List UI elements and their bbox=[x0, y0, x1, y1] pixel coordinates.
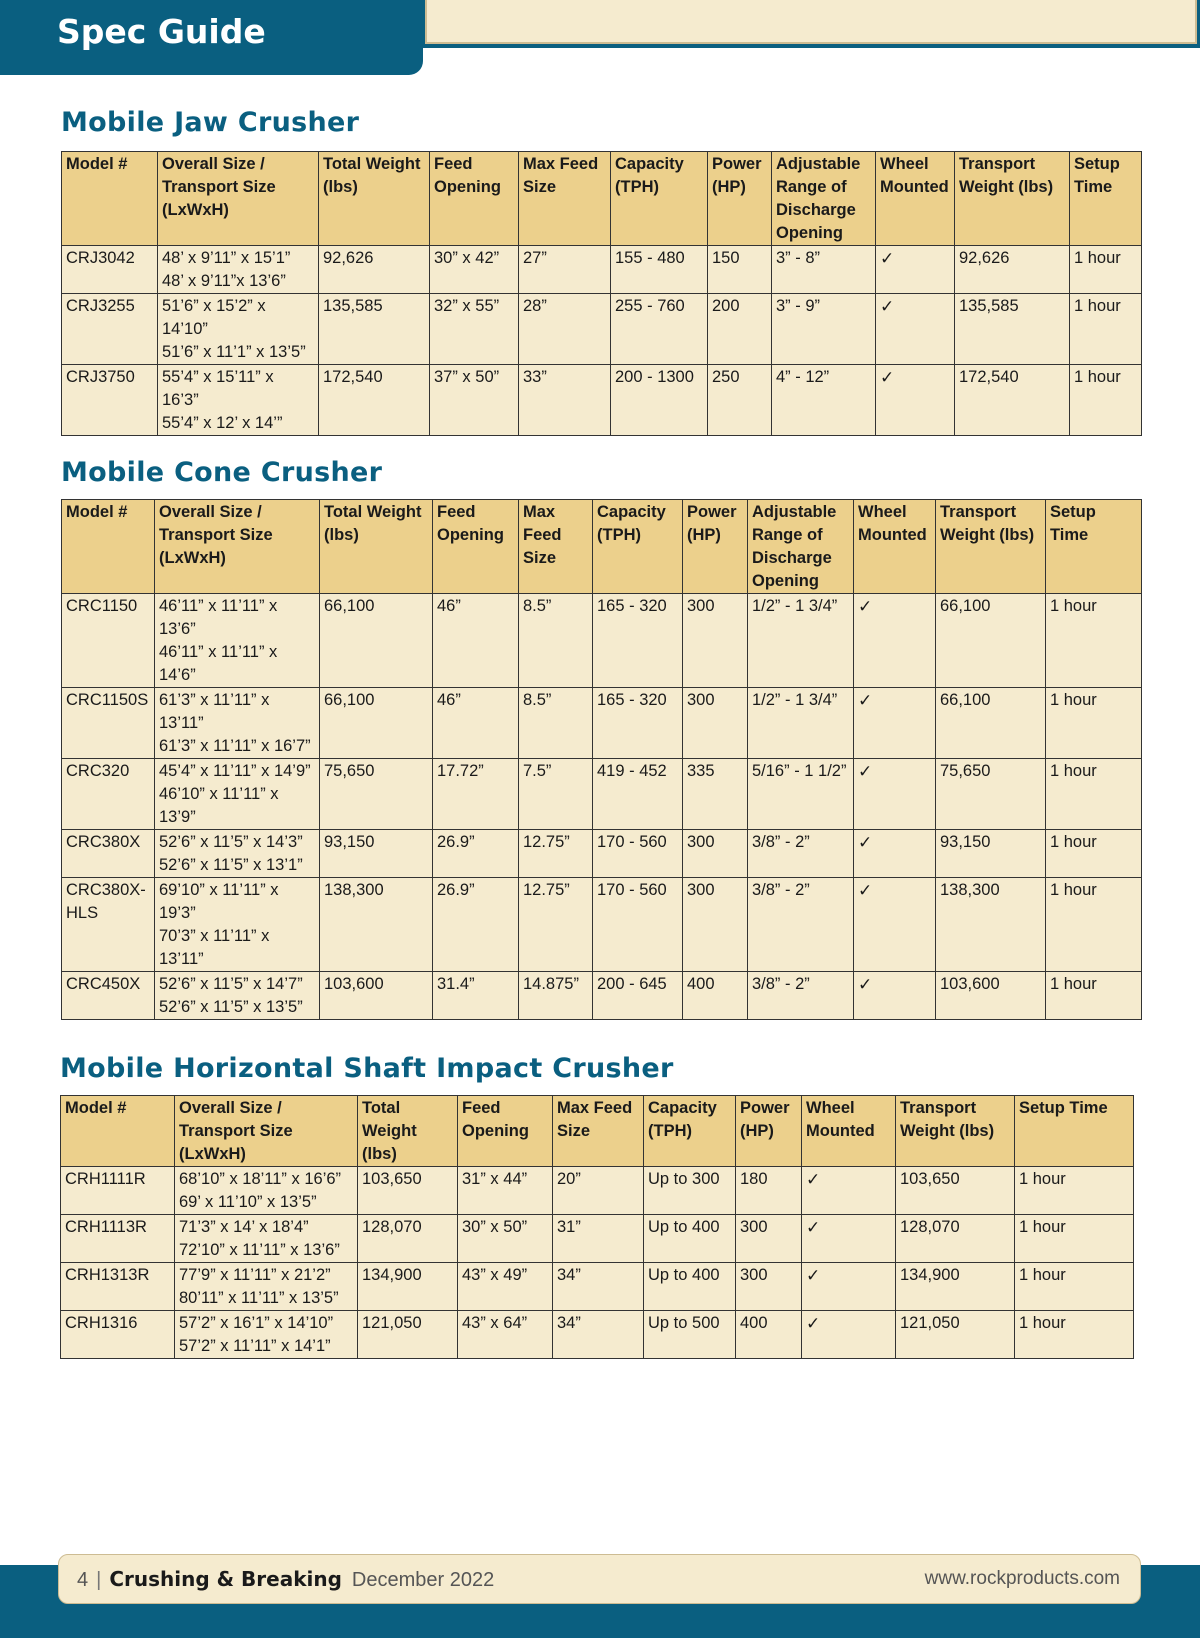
table-cell bbox=[62, 688, 155, 759]
check-icon: ✓ bbox=[854, 759, 936, 830]
table-cell: 43” x 49” bbox=[458, 1263, 553, 1311]
column-header: Feed Opening bbox=[430, 152, 519, 246]
table-cell: 34” bbox=[553, 1263, 644, 1311]
table-cell: 128,070 bbox=[896, 1215, 1015, 1263]
table-cell bbox=[175, 1215, 358, 1263]
table-row bbox=[61, 1311, 1134, 1359]
table-cell: 300 bbox=[736, 1263, 802, 1311]
table-cell: 46” bbox=[433, 688, 519, 759]
cell-line: 14’10” bbox=[162, 320, 208, 338]
table-cell bbox=[155, 688, 320, 759]
table-row bbox=[62, 594, 1142, 688]
cell-line: CRC450X bbox=[66, 975, 141, 993]
check-icon: ✓ bbox=[876, 294, 955, 365]
cell-line: 61’3” x 11’11” x 16’7” bbox=[159, 737, 311, 755]
cell-line: 13’11” bbox=[159, 714, 204, 732]
table-cell bbox=[62, 830, 155, 878]
cell-line: 69’10” x 11’11” x bbox=[159, 881, 279, 899]
cell-line: 55’4” x 15’11” x bbox=[162, 368, 274, 386]
table-cell: CRH1111R bbox=[61, 1167, 175, 1215]
cell-line: CRC1150S bbox=[66, 691, 149, 709]
table-cell: 66,100 bbox=[936, 594, 1046, 688]
check-icon: ✓ bbox=[802, 1263, 896, 1311]
check-icon: ✓ bbox=[854, 972, 936, 1020]
table-cell: 14.875” bbox=[519, 972, 593, 1020]
table-cell: 27” bbox=[519, 246, 611, 294]
table-cell: CRJ3255 bbox=[62, 294, 158, 365]
cell-line: 80’11” x 11’11” x 13’5” bbox=[179, 1289, 339, 1307]
table-cell: 8.5” bbox=[519, 688, 593, 759]
table-cell: 17.72” bbox=[433, 759, 519, 830]
hsi-section-title: Mobile Horizontal Shaft Impact Crusher bbox=[60, 1053, 674, 1084]
table-row bbox=[62, 365, 1142, 436]
table-cell bbox=[175, 1263, 358, 1311]
table-cell: 12.75” bbox=[519, 878, 593, 972]
column-header: Wheel Mounted bbox=[802, 1096, 896, 1167]
table-cell: CRJ3042 bbox=[62, 246, 158, 294]
cell-line: 70’3” x 11’11” x bbox=[159, 927, 270, 945]
table-cell: 121,050 bbox=[896, 1311, 1015, 1359]
cell-line: 13’9” bbox=[159, 808, 196, 826]
cell-line: 61’3” x 11’11” x bbox=[159, 691, 270, 709]
cell-line: 52’6” x 11’5” x 14’3” bbox=[159, 833, 303, 851]
column-header: Overall Size / Transport Size (LxWxH) bbox=[175, 1096, 358, 1167]
column-header: Model # bbox=[62, 500, 155, 594]
issue-date: December 2022 bbox=[351, 1569, 495, 1591]
check-icon: ✓ bbox=[854, 688, 936, 759]
header-strip bbox=[425, 0, 1197, 44]
table-cell bbox=[155, 759, 320, 830]
column-header: Total Weight (lbs) bbox=[320, 500, 433, 594]
table-cell: 3/8” - 2” bbox=[748, 878, 854, 972]
table-cell: 200 bbox=[708, 294, 772, 365]
table-cell: 31” x 44” bbox=[458, 1167, 553, 1215]
cone-spec-table bbox=[61, 499, 1142, 1020]
jaw-spec-table bbox=[61, 151, 1142, 436]
cell-line: HLS bbox=[66, 904, 99, 922]
cell-line: 52’6” x 11’5” x 13’1” bbox=[159, 856, 303, 874]
table-cell: 250 bbox=[708, 365, 772, 436]
table-cell: 1 hour bbox=[1015, 1263, 1134, 1311]
column-header: Power (HP) bbox=[736, 1096, 802, 1167]
cell-line: CRC1150 bbox=[66, 597, 138, 615]
table-cell: 1 hour bbox=[1046, 972, 1142, 1020]
table-cell bbox=[158, 365, 319, 436]
column-header: Overall Size / Transport Size (LxWxH) bbox=[158, 152, 319, 246]
column-header: Max Feed Size bbox=[519, 152, 611, 246]
table-cell: 165 - 320 bbox=[593, 688, 683, 759]
table-cell bbox=[155, 830, 320, 878]
cell-line: 52’6” x 11’5” x 14’7” bbox=[159, 975, 303, 993]
cell-line: 55’4” x 12’ x 14’” bbox=[162, 414, 283, 432]
cell-line: 13’11” bbox=[159, 950, 204, 968]
table-cell: 30” x 50” bbox=[458, 1215, 553, 1263]
table-cell: 400 bbox=[683, 972, 748, 1020]
table-cell: 92,626 bbox=[955, 246, 1070, 294]
column-header: Capacity (TPH) bbox=[593, 500, 683, 594]
table-cell: 200 - 1300 bbox=[611, 365, 708, 436]
table-cell: 4” - 12” bbox=[772, 365, 876, 436]
table-cell bbox=[155, 972, 320, 1020]
table-cell: 3” - 9” bbox=[772, 294, 876, 365]
cell-line: 68’10” x 18’11” x 16’6” bbox=[179, 1170, 342, 1188]
column-header: Setup Time bbox=[1070, 152, 1142, 246]
table-cell: 300 bbox=[683, 688, 748, 759]
table-cell: 1 hour bbox=[1015, 1167, 1134, 1215]
table-cell bbox=[158, 294, 319, 365]
table-cell bbox=[62, 878, 155, 972]
table-cell: 1 hour bbox=[1070, 294, 1142, 365]
table-cell: 1 hour bbox=[1046, 878, 1142, 972]
website-link[interactable]: www.rockproducts.com bbox=[924, 1568, 1120, 1589]
table-cell: 43” x 64” bbox=[458, 1311, 553, 1359]
table-cell: 1 hour bbox=[1015, 1215, 1134, 1263]
table-cell: 32” x 55” bbox=[430, 294, 519, 365]
column-header: Power (HP) bbox=[708, 152, 772, 246]
table-cell: 1 hour bbox=[1070, 246, 1142, 294]
hsi-spec-table bbox=[60, 1095, 1134, 1359]
table-row bbox=[61, 1167, 1134, 1215]
column-header: Overall Size / Transport Size (LxWxH) bbox=[155, 500, 320, 594]
table-cell: 200 - 645 bbox=[593, 972, 683, 1020]
cell-line: 51’6” x 15’2” x bbox=[162, 297, 266, 315]
table-cell: 3” - 8” bbox=[772, 246, 876, 294]
table-cell: 170 - 560 bbox=[593, 830, 683, 878]
publication-name: Crushing & Breaking bbox=[109, 1567, 342, 1591]
table-cell: CRJ3750 bbox=[62, 365, 158, 436]
page-title: Spec Guide bbox=[57, 12, 266, 51]
table-cell: 155 - 480 bbox=[611, 246, 708, 294]
table-header-row bbox=[62, 500, 1142, 594]
column-header: Setup Time bbox=[1015, 1096, 1134, 1167]
table-row bbox=[61, 1215, 1134, 1263]
check-icon: ✓ bbox=[876, 246, 955, 294]
table-cell bbox=[155, 878, 320, 972]
table-cell: 34” bbox=[553, 1311, 644, 1359]
table-row bbox=[62, 294, 1142, 365]
table-cell: 30” x 42” bbox=[430, 246, 519, 294]
check-icon: ✓ bbox=[802, 1167, 896, 1215]
column-header: Model # bbox=[62, 152, 158, 246]
table-cell: 121,050 bbox=[358, 1311, 458, 1359]
table-cell: 1 hour bbox=[1046, 830, 1142, 878]
table-row bbox=[62, 972, 1142, 1020]
table-cell: CRH1316 bbox=[61, 1311, 175, 1359]
cell-line: 14’6” bbox=[159, 666, 196, 684]
cell-line: CRC320 bbox=[66, 762, 130, 780]
cell-line: 45’4” x 11’11” x 14’9” bbox=[159, 762, 311, 780]
table-cell: 66,100 bbox=[936, 688, 1046, 759]
column-header: Transport Weight (lbs) bbox=[896, 1096, 1015, 1167]
column-header: Setup Time bbox=[1046, 500, 1142, 594]
table-cell: 7.5” bbox=[519, 759, 593, 830]
table-cell: 1 hour bbox=[1015, 1311, 1134, 1359]
cell-line: 48’ x 9’11”x 13’6” bbox=[162, 272, 286, 290]
cell-line: CRC380X- bbox=[66, 881, 146, 899]
table-cell: 26.9” bbox=[433, 878, 519, 972]
cell-line: 13’6” bbox=[159, 620, 196, 638]
cell-line: 57’2” x 11’11” x 14’1” bbox=[179, 1337, 331, 1355]
column-header: Model # bbox=[61, 1096, 175, 1167]
table-cell: 3/8” - 2” bbox=[748, 972, 854, 1020]
header-tab bbox=[0, 0, 423, 75]
check-icon: ✓ bbox=[802, 1311, 896, 1359]
cell-line: 46’10” x 11’11” x bbox=[159, 785, 279, 803]
jaw-section-title: Mobile Jaw Crusher bbox=[61, 107, 360, 138]
table-cell: 300 bbox=[683, 594, 748, 688]
table-cell: 26.9” bbox=[433, 830, 519, 878]
column-header: Total Weight (lbs) bbox=[319, 152, 430, 246]
table-cell: 3/8” - 2” bbox=[748, 830, 854, 878]
column-header: Max Feed Size bbox=[553, 1096, 644, 1167]
column-header: Wheel Mounted bbox=[854, 500, 936, 594]
table-cell: 172,540 bbox=[319, 365, 430, 436]
table-cell: 134,900 bbox=[358, 1263, 458, 1311]
table-cell: 400 bbox=[736, 1311, 802, 1359]
column-header: Feed Opening bbox=[458, 1096, 553, 1167]
table-cell: Up to 400 bbox=[644, 1263, 736, 1311]
footer-separator: | bbox=[96, 1569, 102, 1591]
table-cell: 103,650 bbox=[358, 1167, 458, 1215]
table-cell: 135,585 bbox=[319, 294, 430, 365]
table-cell: Up to 400 bbox=[644, 1215, 736, 1263]
table-cell: 300 bbox=[683, 878, 748, 972]
table-cell: 128,070 bbox=[358, 1215, 458, 1263]
footer-left bbox=[77, 1567, 494, 1592]
table-cell bbox=[155, 594, 320, 688]
table-cell bbox=[62, 972, 155, 1020]
table-row bbox=[62, 878, 1142, 972]
table-cell: 135,585 bbox=[955, 294, 1070, 365]
column-header: Capacity (TPH) bbox=[611, 152, 708, 246]
table-cell: 33” bbox=[519, 365, 611, 436]
table-cell: 75,650 bbox=[936, 759, 1046, 830]
table-cell: 93,150 bbox=[320, 830, 433, 878]
table-cell: 335 bbox=[683, 759, 748, 830]
table-cell: 180 bbox=[736, 1167, 802, 1215]
cell-line: CRC380X bbox=[66, 833, 141, 851]
column-header: Transport Weight (lbs) bbox=[955, 152, 1070, 246]
table-cell bbox=[175, 1311, 358, 1359]
table-cell: 31.4” bbox=[433, 972, 519, 1020]
table-cell: 5/16” - 1 1/2” bbox=[748, 759, 854, 830]
table-cell: 103,600 bbox=[936, 972, 1046, 1020]
table-cell: 12.75” bbox=[519, 830, 593, 878]
table-cell: 1 hour bbox=[1046, 594, 1142, 688]
table-cell: 138,300 bbox=[936, 878, 1046, 972]
column-header: Power (HP) bbox=[683, 500, 748, 594]
table-cell: 75,650 bbox=[320, 759, 433, 830]
table-cell bbox=[62, 594, 155, 688]
column-header: Adjustable Range of Discharge Opening bbox=[772, 152, 876, 246]
table-cell: 66,100 bbox=[320, 594, 433, 688]
column-header: Adjustable Range of Discharge Opening bbox=[748, 500, 854, 594]
table-cell: 92,626 bbox=[319, 246, 430, 294]
cell-line: 57’2” x 16’1” x 14’10” bbox=[179, 1314, 334, 1332]
table-header-row bbox=[61, 1096, 1134, 1167]
check-icon: ✓ bbox=[802, 1215, 896, 1263]
table-cell: 1 hour bbox=[1046, 688, 1142, 759]
column-header: Capacity (TPH) bbox=[644, 1096, 736, 1167]
table-cell: 134,900 bbox=[896, 1263, 1015, 1311]
cell-line: 72’10” x 11’11” x 13’6” bbox=[179, 1241, 340, 1259]
table-cell bbox=[175, 1167, 358, 1215]
page-number: 4 bbox=[77, 1569, 89, 1591]
table-cell: 1 hour bbox=[1070, 365, 1142, 436]
check-icon: ✓ bbox=[854, 594, 936, 688]
cell-line: 52’6” x 11’5” x 13’5” bbox=[159, 998, 303, 1016]
table-cell: 255 - 760 bbox=[611, 294, 708, 365]
column-header: Transport Weight (lbs) bbox=[936, 500, 1046, 594]
table-cell: 1 hour bbox=[1046, 759, 1142, 830]
column-header: Max Feed Size bbox=[519, 500, 593, 594]
table-cell: 66,100 bbox=[320, 688, 433, 759]
cell-line: 19’3” bbox=[159, 904, 196, 922]
table-cell: 28” bbox=[519, 294, 611, 365]
table-cell: 46” bbox=[433, 594, 519, 688]
table-cell: 37” x 50” bbox=[430, 365, 519, 436]
table-cell: 93,150 bbox=[936, 830, 1046, 878]
table-cell: 1/2” - 1 3/4” bbox=[748, 688, 854, 759]
table-cell: 300 bbox=[683, 830, 748, 878]
table-cell: CRH1113R bbox=[61, 1215, 175, 1263]
cell-line: 71’3” x 14’ x 18’4” bbox=[179, 1218, 309, 1236]
table-cell: 8.5” bbox=[519, 594, 593, 688]
cell-line: 51’6” x 11’1” x 13’5” bbox=[162, 343, 306, 361]
cell-line: 48’ x 9’11” x 15’1” bbox=[162, 249, 291, 267]
table-cell: Up to 300 bbox=[644, 1167, 736, 1215]
table-cell: CRH1313R bbox=[61, 1263, 175, 1311]
table-cell: 419 - 452 bbox=[593, 759, 683, 830]
table-row bbox=[62, 246, 1142, 294]
cell-line: 46’11” x 11’11” x bbox=[159, 597, 278, 615]
table-cell: 31” bbox=[553, 1215, 644, 1263]
footer-bar bbox=[58, 1554, 1141, 1604]
table-row bbox=[62, 759, 1142, 830]
table-cell: Up to 500 bbox=[644, 1311, 736, 1359]
table-row bbox=[62, 830, 1142, 878]
table-cell: 1/2” - 1 3/4” bbox=[748, 594, 854, 688]
column-header: Feed Opening bbox=[433, 500, 519, 594]
table-cell: 165 - 320 bbox=[593, 594, 683, 688]
cell-line: 77’9” x 11’11” x 21’2” bbox=[179, 1266, 331, 1284]
cell-line: 46’11” x 11’11” x bbox=[159, 643, 278, 661]
column-header: Total Weight (lbs) bbox=[358, 1096, 458, 1167]
table-cell: 20” bbox=[553, 1167, 644, 1215]
table-cell bbox=[158, 246, 319, 294]
table-cell bbox=[62, 759, 155, 830]
cell-line: 69’ x 11’10” x 13’5” bbox=[179, 1193, 317, 1211]
table-cell: 300 bbox=[736, 1215, 802, 1263]
table-cell: 150 bbox=[708, 246, 772, 294]
check-icon: ✓ bbox=[876, 365, 955, 436]
cone-section-title: Mobile Cone Crusher bbox=[61, 457, 383, 488]
table-row bbox=[62, 688, 1142, 759]
table-cell: 170 - 560 bbox=[593, 878, 683, 972]
table-cell: 103,650 bbox=[896, 1167, 1015, 1215]
table-header-row bbox=[62, 152, 1142, 246]
table-row bbox=[61, 1263, 1134, 1311]
check-icon: ✓ bbox=[854, 878, 936, 972]
cell-line: 16’3” bbox=[162, 391, 199, 409]
check-icon: ✓ bbox=[854, 830, 936, 878]
table-cell: 103,600 bbox=[320, 972, 433, 1020]
table-cell: 138,300 bbox=[320, 878, 433, 972]
table-cell: 172,540 bbox=[955, 365, 1070, 436]
column-header: Wheel Mounted bbox=[876, 152, 955, 246]
